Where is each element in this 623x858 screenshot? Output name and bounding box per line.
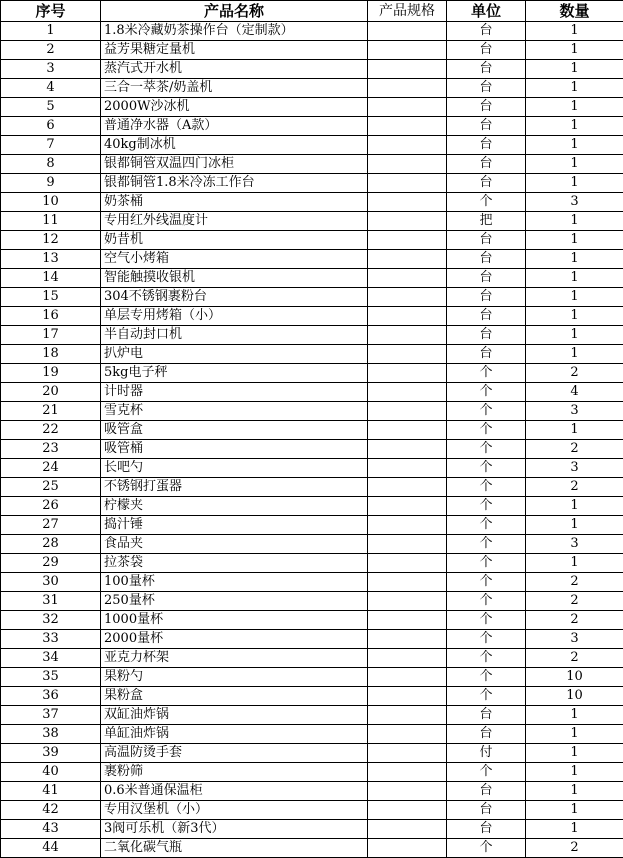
- product-name: 长吧勺: [101, 459, 368, 478]
- table-row: [1, 820, 623, 839]
- product-quantity: 1: [526, 22, 623, 41]
- row-index: 5: [1, 98, 101, 117]
- product-unit: 个: [447, 383, 526, 402]
- product-spec: [368, 630, 447, 649]
- table-row: [1, 60, 623, 79]
- product-spec: [368, 801, 447, 820]
- product-name: 扒炉电: [101, 345, 368, 364]
- row-index: 13: [1, 250, 101, 269]
- product-spec: [368, 136, 447, 155]
- row-index: 28: [1, 535, 101, 554]
- product-quantity: 1: [526, 231, 623, 250]
- product-quantity: 4: [526, 383, 623, 402]
- product-quantity: 1: [526, 345, 623, 364]
- table-row: [1, 839, 623, 858]
- product-name: 吸管桶: [101, 440, 368, 459]
- product-spec: [368, 155, 447, 174]
- product-spec: [368, 250, 447, 269]
- product-name: 5kg电子秤: [101, 364, 368, 383]
- table-body: [1, 22, 623, 858]
- product-name: 304不锈钢裹粉台: [101, 288, 368, 307]
- product-unit: 台: [447, 801, 526, 820]
- product-unit: 个: [447, 440, 526, 459]
- product-spec: [368, 516, 447, 535]
- table-row: [1, 345, 623, 364]
- table-row: [1, 668, 623, 687]
- row-index: 41: [1, 782, 101, 801]
- table-row: [1, 706, 623, 725]
- product-quantity: 10: [526, 687, 623, 706]
- product-name: 益芳果糖定量机: [101, 41, 368, 60]
- table-row: [1, 326, 623, 345]
- product-name: 拉茶袋: [101, 554, 368, 573]
- product-quantity: 3: [526, 402, 623, 421]
- product-quantity: 2: [526, 364, 623, 383]
- table-row: [1, 725, 623, 744]
- product-spec: [368, 212, 447, 231]
- product-unit: 个: [447, 668, 526, 687]
- product-quantity: 1: [526, 288, 623, 307]
- product-quantity: 2: [526, 611, 623, 630]
- product-unit: 台: [447, 60, 526, 79]
- row-index: 35: [1, 668, 101, 687]
- table-row: [1, 155, 623, 174]
- product-spec: [368, 478, 447, 497]
- product-quantity: 2: [526, 440, 623, 459]
- product-spec: [368, 193, 447, 212]
- row-index: 40: [1, 763, 101, 782]
- row-index: 44: [1, 839, 101, 858]
- product-quantity: 10: [526, 668, 623, 687]
- product-quantity: 2: [526, 592, 623, 611]
- product-name: 250量杯: [101, 592, 368, 611]
- product-name: 1.8米冷藏奶茶操作台（定制款）: [101, 22, 368, 41]
- header-spec: 产品规格: [368, 1, 447, 22]
- row-index: 10: [1, 193, 101, 212]
- product-name: 2000量杯: [101, 630, 368, 649]
- product-unit: 台: [447, 79, 526, 98]
- product-unit: 台: [447, 117, 526, 136]
- product-name: 智能触摸收银机: [101, 269, 368, 288]
- product-spec: [368, 174, 447, 193]
- row-index: 30: [1, 573, 101, 592]
- table-row: [1, 41, 623, 60]
- row-index: 32: [1, 611, 101, 630]
- product-spec: [368, 60, 447, 79]
- table-row: [1, 763, 623, 782]
- table-row: [1, 649, 623, 668]
- row-index: 33: [1, 630, 101, 649]
- product-unit: 台: [447, 155, 526, 174]
- product-unit: 个: [447, 516, 526, 535]
- row-index: 29: [1, 554, 101, 573]
- product-quantity: 1: [526, 79, 623, 98]
- product-quantity: 1: [526, 421, 623, 440]
- product-name: 1000量杯: [101, 611, 368, 630]
- product-spec: [368, 459, 447, 478]
- product-spec: [368, 326, 447, 345]
- product-quantity: 3: [526, 193, 623, 212]
- row-index: 22: [1, 421, 101, 440]
- table-row: [1, 592, 623, 611]
- product-unit: 个: [447, 497, 526, 516]
- product-quantity: 1: [526, 117, 623, 136]
- product-name: 2000W沙冰机: [101, 98, 368, 117]
- table-row: [1, 478, 623, 497]
- table-row: [1, 573, 623, 592]
- product-quantity: 1: [526, 744, 623, 763]
- product-name: 果粉勺: [101, 668, 368, 687]
- product-spec: [368, 22, 447, 41]
- product-name: 半自动封口机: [101, 326, 368, 345]
- product-unit: 台: [447, 41, 526, 60]
- product-unit: 个: [447, 839, 526, 858]
- row-index: 24: [1, 459, 101, 478]
- table-row: [1, 782, 623, 801]
- product-name: 蒸汽式开水机: [101, 60, 368, 79]
- product-spec: [368, 383, 447, 402]
- product-unit: 个: [447, 649, 526, 668]
- row-index: 36: [1, 687, 101, 706]
- product-name: 高温防烫手套: [101, 744, 368, 763]
- table-row: [1, 440, 623, 459]
- row-index: 14: [1, 269, 101, 288]
- table-row: [1, 383, 623, 402]
- row-index: 6: [1, 117, 101, 136]
- product-spec: [368, 706, 447, 725]
- product-spec: [368, 592, 447, 611]
- product-unit: 台: [447, 22, 526, 41]
- table-row: [1, 288, 623, 307]
- product-name: 二氧化碳气瓶: [101, 839, 368, 858]
- table-row: [1, 364, 623, 383]
- product-unit: 台: [447, 98, 526, 117]
- product-name: 空气小烤箱: [101, 250, 368, 269]
- table-row: [1, 516, 623, 535]
- product-quantity: 3: [526, 630, 623, 649]
- table-row: [1, 79, 623, 98]
- header-name: 产品名称: [101, 1, 368, 22]
- product-unit: 台: [447, 269, 526, 288]
- row-index: 16: [1, 307, 101, 326]
- table-row: [1, 801, 623, 820]
- product-quantity: 1: [526, 497, 623, 516]
- table-row: [1, 174, 623, 193]
- product-unit: 个: [447, 459, 526, 478]
- product-unit: 台: [447, 136, 526, 155]
- product-spec: [368, 345, 447, 364]
- product-quantity: 1: [526, 763, 623, 782]
- row-index: 1: [1, 22, 101, 41]
- header-index: 序号: [1, 1, 101, 22]
- table-row: [1, 535, 623, 554]
- product-quantity: 1: [526, 250, 623, 269]
- product-spec: [368, 421, 447, 440]
- header-quantity: 数量: [526, 1, 623, 22]
- product-unit: 个: [447, 611, 526, 630]
- product-name: 单缸油炸锅: [101, 725, 368, 744]
- row-index: 42: [1, 801, 101, 820]
- product-unit: 台: [447, 326, 526, 345]
- product-quantity: 1: [526, 307, 623, 326]
- row-index: 19: [1, 364, 101, 383]
- product-unit: 台: [447, 706, 526, 725]
- product-unit: 个: [447, 535, 526, 554]
- product-quantity: 1: [526, 41, 623, 60]
- product-spec: [368, 364, 447, 383]
- product-spec: [368, 649, 447, 668]
- product-quantity: 1: [526, 174, 623, 193]
- product-name: 计时器: [101, 383, 368, 402]
- product-spec: [368, 497, 447, 516]
- header-row: [1, 1, 623, 22]
- product-unit: 个: [447, 763, 526, 782]
- product-name: 普通净水器（A款）: [101, 117, 368, 136]
- table-row: [1, 250, 623, 269]
- product-spec: [368, 269, 447, 288]
- table-row: [1, 307, 623, 326]
- product-name: 雪克杯: [101, 402, 368, 421]
- product-spec: [368, 687, 447, 706]
- product-spec: [368, 402, 447, 421]
- product-spec: [368, 554, 447, 573]
- table-row: [1, 611, 623, 630]
- header-unit: 单位: [447, 1, 526, 22]
- row-index: 26: [1, 497, 101, 516]
- table-row: [1, 193, 623, 212]
- row-index: 2: [1, 41, 101, 60]
- product-unit: 台: [447, 725, 526, 744]
- row-index: 17: [1, 326, 101, 345]
- product-spec: [368, 763, 447, 782]
- product-unit: 台: [447, 820, 526, 839]
- product-spec: [368, 98, 447, 117]
- row-index: 12: [1, 231, 101, 250]
- product-quantity: 2: [526, 478, 623, 497]
- product-spec: [368, 839, 447, 858]
- product-name: 40kg制冰机: [101, 136, 368, 155]
- table-row: [1, 212, 623, 231]
- product-quantity: 1: [526, 782, 623, 801]
- product-spec: [368, 41, 447, 60]
- product-unit: 个: [447, 478, 526, 497]
- table-row: [1, 98, 623, 117]
- row-index: 4: [1, 79, 101, 98]
- product-name: 100量杯: [101, 573, 368, 592]
- product-unit: 个: [447, 554, 526, 573]
- product-quantity: 3: [526, 535, 623, 554]
- table-row: [1, 421, 623, 440]
- table-row: [1, 117, 623, 136]
- row-index: 34: [1, 649, 101, 668]
- product-name: 单层专用烤箱（小）: [101, 307, 368, 326]
- product-spec: [368, 820, 447, 839]
- row-index: 15: [1, 288, 101, 307]
- product-name: 亚克力杯架: [101, 649, 368, 668]
- product-spec: [368, 231, 447, 250]
- table-row: [1, 231, 623, 250]
- row-index: 23: [1, 440, 101, 459]
- product-spec: [368, 79, 447, 98]
- product-quantity: 3: [526, 459, 623, 478]
- row-index: 3: [1, 60, 101, 79]
- product-spec: [368, 573, 447, 592]
- product-unit: 个: [447, 364, 526, 383]
- row-index: 20: [1, 383, 101, 402]
- table-row: [1, 497, 623, 516]
- product-quantity: 1: [526, 554, 623, 573]
- product-name: 银都铜管1.8米冷冻工作台: [101, 174, 368, 193]
- product-spec: [368, 535, 447, 554]
- row-index: 31: [1, 592, 101, 611]
- product-name: 食品夹: [101, 535, 368, 554]
- row-index: 43: [1, 820, 101, 839]
- table-row: [1, 269, 623, 288]
- product-quantity: 2: [526, 649, 623, 668]
- product-unit: 个: [447, 573, 526, 592]
- row-index: 7: [1, 136, 101, 155]
- product-spec: [368, 744, 447, 763]
- product-unit: 台: [447, 174, 526, 193]
- row-index: 38: [1, 725, 101, 744]
- table-row: [1, 22, 623, 41]
- product-quantity: 1: [526, 98, 623, 117]
- product-name: 捣汁锤: [101, 516, 368, 535]
- product-unit: 台: [447, 250, 526, 269]
- product-unit: 台: [447, 307, 526, 326]
- product-quantity: 1: [526, 725, 623, 744]
- table-row: [1, 554, 623, 573]
- product-name: 奶茶桶: [101, 193, 368, 212]
- product-name: 专用红外线温度计: [101, 212, 368, 231]
- product-unit: 个: [447, 402, 526, 421]
- product-quantity: 2: [526, 573, 623, 592]
- product-quantity: 1: [526, 60, 623, 79]
- product-name: 双缸油炸锅: [101, 706, 368, 725]
- table-row: [1, 630, 623, 649]
- table-row: [1, 136, 623, 155]
- product-spec: [368, 117, 447, 136]
- row-index: 27: [1, 516, 101, 535]
- product-quantity: 1: [526, 269, 623, 288]
- product-unit: 付: [447, 744, 526, 763]
- product-quantity: 1: [526, 706, 623, 725]
- product-name: 三合一萃茶/奶盖机: [101, 79, 368, 98]
- product-name: 3阀可乐机（新3代）: [101, 820, 368, 839]
- product-quantity: 1: [526, 516, 623, 535]
- product-unit: 个: [447, 687, 526, 706]
- product-spec: [368, 782, 447, 801]
- product-quantity: 1: [526, 136, 623, 155]
- product-name: 果粉盒: [101, 687, 368, 706]
- product-quantity: 2: [526, 839, 623, 858]
- table-row: [1, 402, 623, 421]
- product-name: 吸管盒: [101, 421, 368, 440]
- product-name: 专用汉堡机（小）: [101, 801, 368, 820]
- product-quantity: 1: [526, 155, 623, 174]
- product-unit: 台: [447, 782, 526, 801]
- product-name: 奶昔机: [101, 231, 368, 250]
- product-quantity: 1: [526, 820, 623, 839]
- product-spec: [368, 668, 447, 687]
- row-index: 8: [1, 155, 101, 174]
- product-quantity: 1: [526, 801, 623, 820]
- table-row: [1, 687, 623, 706]
- product-unit: 台: [447, 345, 526, 364]
- row-index: 18: [1, 345, 101, 364]
- product-spec: [368, 288, 447, 307]
- product-spec: [368, 611, 447, 630]
- product-unit: 个: [447, 630, 526, 649]
- row-index: 39: [1, 744, 101, 763]
- product-name: 裹粉筛: [101, 763, 368, 782]
- table-row: [1, 459, 623, 478]
- product-spec: [368, 307, 447, 326]
- product-name: 0.6米普通保温柜: [101, 782, 368, 801]
- product-name: 银都铜管双温四门冰柜: [101, 155, 368, 174]
- row-index: 11: [1, 212, 101, 231]
- product-name: 不锈钢打蛋器: [101, 478, 368, 497]
- product-spec: [368, 725, 447, 744]
- product-quantity: 1: [526, 326, 623, 345]
- product-unit: 个: [447, 421, 526, 440]
- table-row: [1, 744, 623, 763]
- product-unit: 个: [447, 193, 526, 212]
- row-index: 37: [1, 706, 101, 725]
- product-unit: 台: [447, 288, 526, 307]
- row-index: 9: [1, 174, 101, 193]
- product-spec: [368, 440, 447, 459]
- product-unit: 个: [447, 592, 526, 611]
- product-quantity: 1: [526, 212, 623, 231]
- product-unit: 台: [447, 231, 526, 250]
- product-name: 柠檬夹: [101, 497, 368, 516]
- row-index: 21: [1, 402, 101, 421]
- row-index: 25: [1, 478, 101, 497]
- product-unit: 把: [447, 212, 526, 231]
